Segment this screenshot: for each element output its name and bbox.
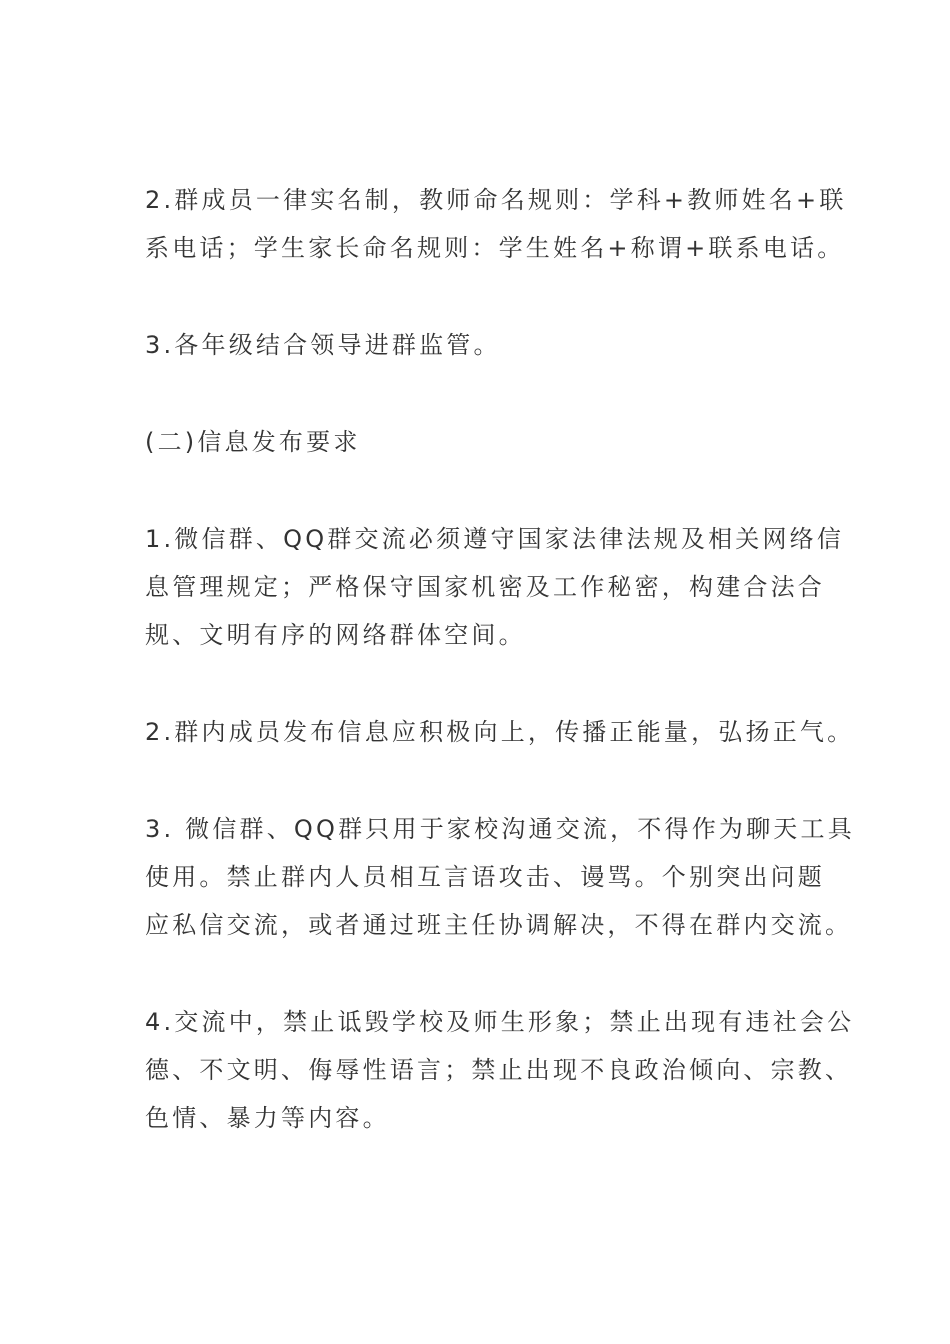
document-body: [145, 176, 855, 1191]
paragraph-line: 德、不文明、侮辱性语言；禁止出现不良政治倾向、宗教、: [145, 1056, 853, 1084]
paragraph-grade-supervision: [145, 321, 810, 369]
paragraph-line: 系电话；学生家长命名规则：学生姓名+称谓+联系电话。: [145, 234, 845, 262]
paragraph-prohibited-content: [145, 998, 855, 1142]
paragraph-line: 应私信交流，或者通过班主任协调解决，不得在群内交流。: [145, 911, 853, 939]
section-heading-info-publishing: [145, 418, 810, 466]
paragraph-line: 2.群内成员发布信息应积极向上，传播正能量，弘扬正气。: [145, 718, 855, 746]
paragraph-line: 色情、暴力等内容。: [145, 1104, 390, 1132]
paragraph-line: 4.交流中，禁止诋毁学校及师生形象；禁止出现有违社会公: [145, 1008, 855, 1036]
paragraph-line: 3.各年级结合领导进群监管。: [145, 331, 501, 359]
paragraph-positive-content: [145, 708, 855, 756]
paragraph-line: 使用。禁止群内人员相互言语攻击、谩骂。个别突出问题: [145, 863, 825, 891]
paragraph-member-naming: [145, 176, 847, 272]
paragraph-line: 2.群成员一律实名制，教师命名规则：学科+教师姓名+联: [145, 186, 847, 214]
paragraph-line: 规、文明有序的网络群体空间。: [145, 621, 526, 649]
paragraph-line: (二)信息发布要求: [145, 428, 361, 456]
paragraph-usage-rules: [145, 805, 855, 949]
paragraph-line: 3. 微信群、QQ群只用于家校沟通交流，不得作为聊天工具: [145, 815, 855, 843]
paragraph-legal-compliance: [145, 515, 845, 659]
paragraph-line: 1.微信群、QQ群交流必须遵守国家法律法规及相关网络信: [145, 525, 845, 553]
paragraph-line: 息管理规定；严格保守国家机密及工作秘密，构建合法合: [145, 573, 825, 601]
